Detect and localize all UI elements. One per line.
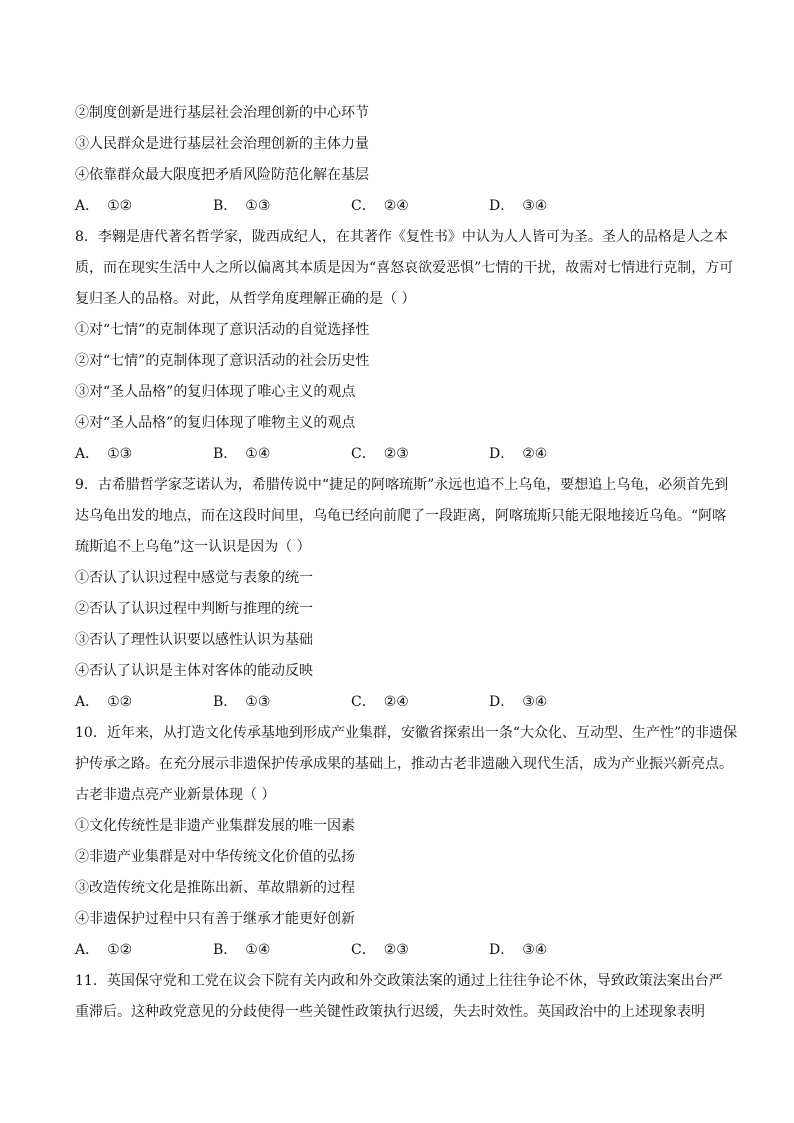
prev-statement-3: ③人民群众是进行基层社会治理创新的主体力量 bbox=[75, 136, 369, 152]
option-b: B． ①④ bbox=[213, 942, 271, 958]
option-a: A． ①② bbox=[75, 694, 133, 710]
option-c: C． ②③ bbox=[351, 446, 409, 462]
option-c: C． ②③ bbox=[351, 942, 409, 958]
q8-statement-4: ④对“圣人品格”的复归体现了唯物主义的观点 bbox=[75, 415, 356, 431]
q11-stem-line: 重滞后。这种政党意见的分歧使得一些关键性政策执行迟缓，失去时效性。英国政治中的上述现象表明 bbox=[75, 1004, 705, 1020]
q10-stem-line: 10．近年来，从打造文化传承基地到形成产业集群，安徽省探索出一条“大众化、互动型、生产性”的非遗保 bbox=[75, 725, 738, 741]
q9-statement-4: ④否认了认识是主体对客体的能动反映 bbox=[75, 663, 313, 679]
q8-statement-1: ①对“七情”的克制体现了意识活动的自觉选择性 bbox=[75, 322, 370, 338]
q10-options bbox=[75, 940, 725, 960]
option-a: A． ①③ bbox=[75, 446, 133, 462]
q8-stem-line: 8．李翱是唐代著名哲学家，陇西成纪人，在其著作《复性书》中认为人人皆可为圣。圣人的品格是人之本 bbox=[75, 229, 728, 245]
option-c: C． ②④ bbox=[351, 694, 409, 710]
q9-statement-1: ①否认了认识过程中感觉与表象的统一 bbox=[75, 570, 313, 586]
q8-statement-3: ③对“圣人品格”的复归体现了唯心主义的观点 bbox=[75, 384, 356, 400]
prev-statement-4: ④依靠群众最大限度把矛盾风险防范化解在基层 bbox=[75, 167, 369, 183]
option-b: B． ①③ bbox=[213, 694, 271, 710]
q9-stem-line: 9．古希腊哲学家芝诺认为，希腊传说中“捷足的阿喀琉斯”永远也追不上乌龟，要想追上乌龟，必须首先到 bbox=[75, 477, 729, 493]
option-d: D． ②④ bbox=[489, 446, 548, 462]
option-c: C． ②④ bbox=[351, 198, 409, 214]
option-d: D． ③④ bbox=[489, 198, 548, 214]
q9-stem-line: 达乌龟出发的地点，而在这段时间里，乌龟已经向前爬了一段距离，阿喀琉斯只能无限地接近乌龟。“阿喀 bbox=[75, 508, 727, 524]
q8-statement-2: ②对“七情”的克制体现了意识活动的社会历史性 bbox=[75, 353, 370, 369]
q8-stem-line: 质，而在现实生活中人之所以偏离其本质是因为“喜怒哀欲爱恶惧”七情的干扰，故需对七情进行克制，方可 bbox=[75, 260, 734, 276]
option-a: A． ①② bbox=[75, 198, 133, 214]
q8-stem-line: 复归圣人的品格。对此，从哲学角度理解正确的是（ ） bbox=[75, 291, 416, 307]
q11-stem-line: 11．英国保守党和工党在议会下院有关内政和外交政策法案的通过上往往争论不休，导致政策法案出台严 bbox=[75, 973, 723, 989]
q9-statement-3: ③否认了理性认识要以感性认识为基础 bbox=[75, 632, 313, 648]
q9-options bbox=[75, 692, 725, 712]
prev-statement-2: ②制度创新是进行基层社会治理创新的中心环节 bbox=[75, 105, 369, 121]
q10-stem-line: 古老非遗点亮产业新景体现（ ） bbox=[75, 787, 276, 803]
option-d: D． ③④ bbox=[489, 694, 548, 710]
q10-statement-4: ④非遗保护过程中只有善于继承才能更好创新 bbox=[75, 911, 355, 927]
prev-options bbox=[75, 196, 725, 216]
q8-options bbox=[75, 444, 725, 464]
option-d: D． ③④ bbox=[489, 942, 548, 958]
q9-statement-2: ②否认了认识过程中判断与推理的统一 bbox=[75, 601, 313, 617]
option-a: A． ①② bbox=[75, 942, 133, 958]
option-b: B． ①③ bbox=[213, 198, 271, 214]
q10-statement-2: ②非遗产业集群是对中华传统文化价值的弘扬 bbox=[75, 849, 355, 865]
q10-stem-line: 护传承之路。在充分展示非遗保护传承成果的基础上，推动古老非遗融入现代生活，成为产业振兴新亮点。 bbox=[75, 756, 733, 772]
q9-stem-line: 琉斯追不上乌龟”这一认识是因为（ ） bbox=[75, 539, 311, 555]
q10-statement-3: ③改造传统文化是推陈出新、革故鼎新的过程 bbox=[75, 880, 355, 896]
q10-statement-1: ①文化传统性是非遗产业集群发展的唯一因素 bbox=[75, 818, 355, 834]
option-b: B． ①④ bbox=[213, 446, 271, 462]
